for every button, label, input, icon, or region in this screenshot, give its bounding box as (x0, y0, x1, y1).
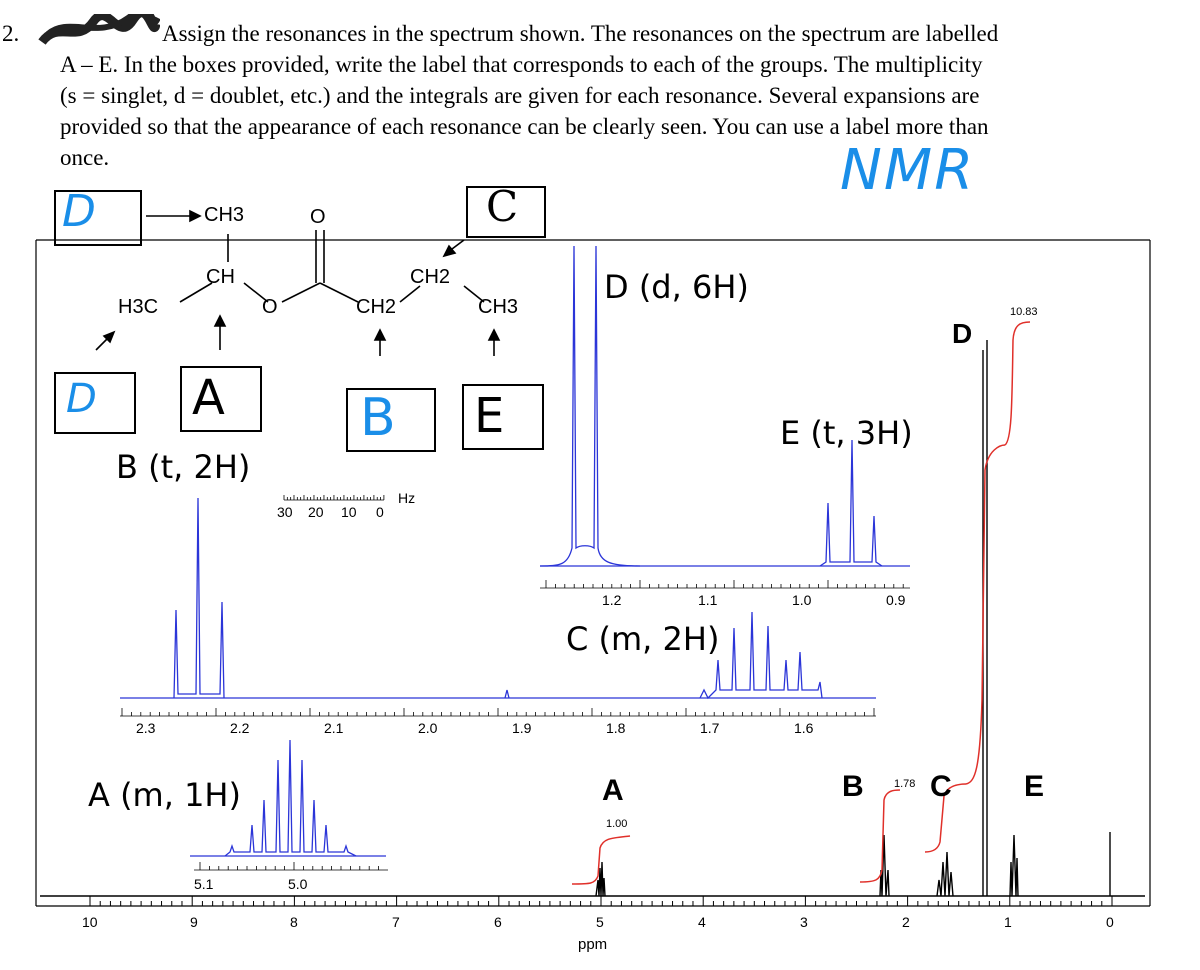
mid-tick-2: 2.2 (230, 720, 250, 736)
atom-o-carbonyl: O (310, 206, 326, 228)
inset-label-a: A (m, 1H) (88, 776, 241, 814)
x-tick-2: 2 (902, 914, 910, 930)
atom-ch: CH (206, 266, 235, 288)
atom-o-ester: O (262, 296, 278, 318)
atom-ch2-upper: CH2 (410, 266, 451, 288)
a-tick-2: 5.0 (288, 876, 308, 892)
hz-tick-0: 0 (376, 504, 384, 520)
atom-ch2-alpha: CH2 (356, 296, 397, 318)
top-tick-4: 0.9 (886, 592, 906, 608)
peak-label-a: A (602, 774, 624, 807)
question-line-2: A – E. In the boxes provided, write the label that corresponds to each of the groups. The multiplicity (60, 52, 983, 77)
answer-ch2-upper: C (486, 182, 519, 231)
top-tick-2: 1.1 (698, 592, 718, 608)
x-tick-4: 4 (698, 914, 706, 930)
hz-tick-20: 20 (308, 504, 324, 520)
x-tick-0: 0 (1106, 914, 1114, 930)
inset-label-c: C (m, 2H) (566, 620, 720, 658)
peak-label-b: B (842, 770, 864, 803)
answer-h3c: D (66, 376, 97, 422)
hz-unit: Hz (398, 490, 416, 506)
top-tick-3: 1.0 (792, 592, 812, 608)
answer-ch3-end: E (474, 388, 505, 444)
x-axis-label: ppm (578, 936, 608, 953)
mid-tick-4: 2.0 (418, 720, 438, 736)
question-line-3: (s = singlet, d = doublet, etc.) and the integrals are given for each resonance. Several expansions are (60, 83, 980, 108)
atom-ch3-top: CH3 (204, 204, 245, 226)
question-line-5: once. (60, 145, 110, 170)
x-tick-3: 3 (800, 914, 808, 930)
a-tick-1: 5.1 (194, 876, 214, 892)
handwritten-title: NMR (840, 138, 976, 203)
mid-tick-5: 1.9 (512, 720, 532, 736)
peak-label-e: E (1024, 770, 1045, 803)
peak-label-c: C (930, 770, 952, 803)
question-number: 2. (2, 21, 20, 46)
x-tick-6: 6 (494, 914, 502, 930)
answer-ch3-top: D (62, 186, 96, 237)
integral-d: 10.83 (1010, 306, 1038, 318)
inset-label-d: D (d, 6H) (604, 268, 749, 306)
x-tick-9: 9 (190, 914, 198, 930)
x-tick-8: 8 (290, 914, 298, 930)
question-line-4: provided so that the appearance of each resonance can be clearly seen. You can use a label more than (60, 114, 989, 139)
answer-ch: A (192, 370, 225, 426)
inset-label-b: B (t, 2H) (116, 448, 251, 486)
question-line-1: Assign the resonances in the spectrum shown. The resonances on the spectrum are labelled (162, 21, 999, 46)
hz-tick-30: 30 (277, 504, 293, 520)
inset-label-e: E (t, 3H) (780, 414, 913, 452)
x-tick-10: 10 (82, 914, 98, 930)
mid-tick-1: 2.3 (136, 720, 156, 736)
x-tick-7: 7 (392, 914, 400, 930)
atom-h3c: H3C (118, 296, 159, 318)
mid-tick-8: 1.6 (794, 720, 814, 736)
x-tick-1: 1 (1004, 914, 1012, 930)
mid-tick-3: 2.1 (324, 720, 344, 736)
top-tick-1: 1.2 (602, 592, 622, 608)
mid-tick-7: 1.7 (700, 720, 720, 736)
mid-tick-6: 1.8 (606, 720, 626, 736)
answer-ch2-ester: B (360, 388, 396, 448)
atom-ch3-right: CH3 (478, 296, 519, 318)
hz-tick-10: 10 (341, 504, 357, 520)
x-tick-5: 5 (596, 914, 604, 930)
integral-a: 1.00 (606, 818, 628, 830)
integral-b: 1.78 (894, 778, 916, 790)
peak-label-d: D (952, 318, 973, 349)
